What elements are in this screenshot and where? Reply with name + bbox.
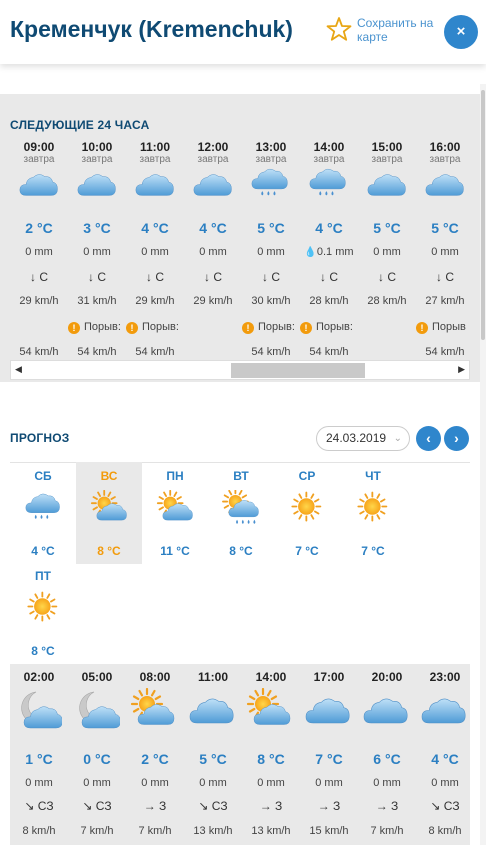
day-temperature: 8 °C xyxy=(97,544,121,558)
cloud-icon xyxy=(420,688,468,734)
sun-icon xyxy=(24,590,64,628)
day-hour-column xyxy=(358,664,416,845)
hour-wind-speed: 28 km/h xyxy=(309,295,349,307)
hour-precipitation xyxy=(10,246,68,258)
chevron-right-icon: › xyxy=(454,430,459,446)
hour-wind-direction: ↓ С xyxy=(262,270,280,284)
sun-icon xyxy=(354,490,394,528)
cloud-icon xyxy=(188,688,236,734)
hour-column xyxy=(242,140,300,360)
hour-day: завтра xyxy=(371,154,403,165)
hour-wind-direction: ↓ С xyxy=(204,270,222,284)
day-hour-precipitation: 0 mm xyxy=(25,777,53,789)
warning-icon: ! xyxy=(68,322,80,334)
day-hour-wind-speed: 8 km/h xyxy=(428,825,462,837)
hour-time: 09:00 xyxy=(23,140,55,154)
hour-day: завтра xyxy=(81,154,113,165)
hour-wind-speed: 29 km/h xyxy=(193,295,233,307)
cloud-icon xyxy=(362,688,410,734)
hour-temperature: 5 °C xyxy=(431,220,459,236)
rain-cloud-icon xyxy=(24,490,64,528)
hourly-row[interactable] xyxy=(10,140,480,360)
gust-value: 54 km/h xyxy=(425,346,465,358)
day-hour-temperature: 4 °C xyxy=(431,751,459,767)
prev-day-button[interactable] xyxy=(416,426,441,451)
day-hour-wind-direction: ↘ СЗ xyxy=(24,799,54,813)
hour-day: завтра xyxy=(139,154,171,165)
day-hour-column xyxy=(184,664,242,845)
day-hour-time: 08:00 xyxy=(139,670,171,684)
moon-cloud-icon xyxy=(72,688,120,734)
hour-time: 11:00 xyxy=(139,140,171,154)
hour-precipitation xyxy=(416,246,474,258)
day-hour-wind-speed: 7 km/h xyxy=(370,825,404,837)
day-hour-wind-speed: 7 km/h xyxy=(80,825,114,837)
hour-time: 13:00 xyxy=(255,140,287,154)
hour-wind-speed: 27 km/h xyxy=(425,295,465,307)
day-hour-precipitation: 0 mm xyxy=(373,777,401,789)
gust-label: Порыв: xyxy=(316,321,353,333)
day-hour-precipitation: 0 mm xyxy=(199,777,227,789)
hour-precipitation xyxy=(300,246,358,258)
day-hour-wind-speed: 8 km/h xyxy=(22,825,56,837)
hour-precipitation-value: 0 mm xyxy=(141,246,169,258)
day-list xyxy=(10,462,470,662)
day-hour-time: 17:00 xyxy=(313,670,345,684)
day-temperature: 7 °C xyxy=(295,544,319,558)
hour-wind-direction: ↓ С xyxy=(88,270,106,284)
hour-column xyxy=(68,140,126,360)
hour-temperature: 3 °C xyxy=(83,220,111,236)
hour-time: 10:00 xyxy=(81,140,113,154)
day-hour-time: 05:00 xyxy=(81,670,113,684)
day-hour-time: 11:00 xyxy=(197,670,229,684)
day-name: ПН xyxy=(166,469,184,483)
day-hour-temperature: 2 °C xyxy=(141,751,169,767)
day-hour-wind-direction: → З xyxy=(259,799,283,813)
day-item[interactable] xyxy=(76,462,142,564)
day-hour-time: 02:00 xyxy=(23,670,55,684)
gust-value: 54 km/h xyxy=(251,346,291,358)
hour-precipitation xyxy=(358,246,416,258)
page-title: Кременчук (Kremenchuk) xyxy=(10,16,293,42)
vertical-scrollbar-thumb[interactable] xyxy=(481,90,485,340)
hour-wind-direction: ↓ С xyxy=(320,270,338,284)
sun-rain-cloud-icon xyxy=(222,490,262,528)
gust-label: Порыв: xyxy=(142,321,179,333)
day-hour-column xyxy=(242,664,300,845)
day-hour-wind-direction: → З xyxy=(317,799,341,813)
gust-label: Порыв xyxy=(432,321,466,333)
hour-wind-direction: ↓ С xyxy=(146,270,164,284)
next-day-button[interactable] xyxy=(444,426,469,451)
sun-cloud-icon xyxy=(90,490,130,528)
gust-label: Порыв: xyxy=(258,321,295,333)
hour-precipitation-value: 0 mm xyxy=(373,246,401,258)
day-hour-temperature: 6 °C xyxy=(373,751,401,767)
rain-cloud-icon xyxy=(306,165,352,205)
day-hour-temperature: 5 °C xyxy=(199,751,227,767)
day-hour-temperature: 0 °C xyxy=(83,751,111,767)
rain-cloud-icon xyxy=(248,165,294,205)
warning-icon: ! xyxy=(126,322,138,334)
hour-precipitation-value: 0 mm xyxy=(83,246,111,258)
warning-icon: ! xyxy=(416,322,428,334)
day-name: ВТ xyxy=(233,469,249,483)
date-select-value: 24.03.2019 xyxy=(326,431,387,445)
hour-temperature: 5 °C xyxy=(257,220,285,236)
day-name: СР xyxy=(298,469,316,483)
gust-warning xyxy=(416,321,480,334)
day-hour-wind-direction: ↘ СЗ xyxy=(82,799,112,813)
cloud-icon xyxy=(422,165,468,205)
day-temperature: 11 °C xyxy=(160,544,190,558)
sun-cloud-icon xyxy=(156,490,196,528)
chevron-left-icon: ‹ xyxy=(426,430,431,446)
hour-temperature: 4 °C xyxy=(315,220,343,236)
cloud-icon xyxy=(132,165,178,205)
raindrop-icon: 💧 xyxy=(304,247,317,258)
hour-day: завтра xyxy=(313,154,345,165)
close-icon: × xyxy=(456,23,466,40)
day-hour-precipitation: 0 mm xyxy=(83,777,111,789)
hour-temperature: 4 °C xyxy=(141,220,169,236)
hour-temperature: 5 °C xyxy=(373,220,401,236)
close-button[interactable] xyxy=(444,15,478,49)
chevron-down-icon: ⌄ xyxy=(393,433,402,444)
hour-column xyxy=(358,140,416,360)
next-24-hours-panel xyxy=(0,94,480,382)
day-name: ПТ xyxy=(35,569,51,583)
day-hour-column xyxy=(416,664,474,845)
gust-value: 54 km/h xyxy=(19,346,59,358)
day-hour-wind-speed: 13 km/h xyxy=(193,825,233,837)
hour-day: завтра xyxy=(197,154,229,165)
cloud-icon xyxy=(364,165,410,205)
day-item[interactable] xyxy=(10,462,76,564)
hour-day: завтра xyxy=(23,154,55,165)
cloud-icon xyxy=(16,165,62,205)
day-hour-temperature: 7 °C xyxy=(315,751,343,767)
gust-value: 54 km/h xyxy=(135,346,175,358)
hour-wind-direction: ↓ С xyxy=(30,270,48,284)
day-hour-wind-speed: 7 km/h xyxy=(138,825,172,837)
day-hour-wind-direction: → З xyxy=(143,799,167,813)
hour-temperature: 4 °C xyxy=(199,220,227,236)
cloud-icon xyxy=(190,165,236,205)
day-name: СБ xyxy=(34,469,52,483)
hour-wind-speed: 28 km/h xyxy=(367,295,407,307)
day-hour-temperature: 1 °C xyxy=(25,751,53,767)
next-24-hours-title: СЛЕДУЮЩИЕ 24 ЧАСА xyxy=(10,118,150,132)
hour-column xyxy=(300,140,358,360)
forecast-title: ПРОГНОЗ xyxy=(10,431,70,445)
day-hour-precipitation: 0 mm xyxy=(257,777,285,789)
hour-time: 12:00 xyxy=(197,140,229,154)
header xyxy=(0,0,486,64)
hour-precipitation xyxy=(68,246,126,258)
sun-cloud-icon xyxy=(246,688,294,734)
cloud-icon xyxy=(74,165,120,205)
scroll-right-icon[interactable]: ▶ xyxy=(458,364,465,374)
moon-cloud-icon xyxy=(14,688,62,734)
day-temperature: 8 °C xyxy=(229,544,253,558)
day-hour-column xyxy=(300,664,358,845)
hour-precipitation xyxy=(184,246,242,258)
day-item[interactable] xyxy=(274,462,340,564)
cloud-icon xyxy=(304,688,352,734)
hour-column xyxy=(184,140,242,360)
day-hour-column xyxy=(68,664,126,845)
day-name: ЧТ xyxy=(365,469,381,483)
day-item[interactable] xyxy=(340,462,406,564)
sun-icon xyxy=(288,490,328,528)
day-hour-wind-direction: ↘ СЗ xyxy=(430,799,460,813)
day-hour-wind-direction: → З xyxy=(375,799,399,813)
hour-column xyxy=(126,140,184,360)
hour-precipitation-value: 0 mm xyxy=(257,246,285,258)
date-select[interactable] xyxy=(316,426,410,451)
day-hourly-row[interactable] xyxy=(10,664,480,845)
horizontal-scrollbar-thumb[interactable] xyxy=(231,363,365,378)
save-on-map-label: Сохранить на карте xyxy=(357,16,434,44)
day-temperature: 8 °C xyxy=(31,644,55,658)
day-hour-wind-direction: ↘ СЗ xyxy=(198,799,228,813)
scroll-left-icon[interactable]: ◀ xyxy=(15,364,22,374)
hour-day: завтра xyxy=(255,154,287,165)
gust-value: 54 km/h xyxy=(309,346,349,358)
hour-time: 14:00 xyxy=(313,140,345,154)
hour-precipitation-value: 0.1 mm xyxy=(316,246,354,258)
hour-time: 15:00 xyxy=(371,140,403,154)
star-icon xyxy=(326,16,352,42)
gust-label: Порыв: xyxy=(84,321,121,333)
warning-icon: ! xyxy=(242,322,254,334)
day-hour-temperature: 8 °C xyxy=(257,751,285,767)
hour-wind-speed: 29 km/h xyxy=(135,295,175,307)
day-temperature: 7 °C xyxy=(361,544,385,558)
hour-precipitation-value: 0 mm xyxy=(431,246,459,258)
hour-wind-direction: ↓ С xyxy=(436,270,454,284)
gust-value: 54 km/h xyxy=(77,346,117,358)
hour-wind-direction: ↓ С xyxy=(378,270,396,284)
day-hourly-panel xyxy=(10,664,470,845)
hour-precipitation xyxy=(126,246,184,258)
day-hour-wind-speed: 13 km/h xyxy=(251,825,291,837)
day-item[interactable] xyxy=(142,462,208,564)
hour-day: завтра xyxy=(429,154,461,165)
day-name: ВС xyxy=(100,469,118,483)
hour-wind-speed: 31 km/h xyxy=(77,295,117,307)
day-temperature: 4 °C xyxy=(31,544,55,558)
day-hour-precipitation: 0 mm xyxy=(431,777,459,789)
hour-column xyxy=(416,140,474,360)
hour-column xyxy=(10,140,68,360)
hour-wind-speed: 30 km/h xyxy=(251,295,291,307)
day-hour-time: 20:00 xyxy=(371,670,403,684)
day-hour-time: 14:00 xyxy=(255,670,287,684)
hour-wind-speed: 29 km/h xyxy=(19,295,59,307)
day-hour-precipitation: 0 mm xyxy=(141,777,169,789)
day-hour-precipitation: 0 mm xyxy=(315,777,343,789)
sun-cloud-icon xyxy=(130,688,178,734)
day-hour-time: 23:00 xyxy=(429,670,461,684)
hour-precipitation-value: 0 mm xyxy=(25,246,53,258)
day-hour-column xyxy=(10,664,68,845)
hour-precipitation xyxy=(242,246,300,258)
horizontal-scrollbar[interactable] xyxy=(10,360,470,380)
day-item[interactable] xyxy=(208,462,274,564)
forecast-header xyxy=(0,420,480,460)
hour-time: 16:00 xyxy=(429,140,461,154)
hour-temperature: 2 °C xyxy=(25,220,53,236)
day-hour-wind-speed: 15 km/h xyxy=(309,825,349,837)
day-hour-column xyxy=(126,664,184,845)
hour-precipitation-value: 0 mm xyxy=(199,246,227,258)
warning-icon: ! xyxy=(300,322,312,334)
day-item[interactable] xyxy=(10,562,76,664)
